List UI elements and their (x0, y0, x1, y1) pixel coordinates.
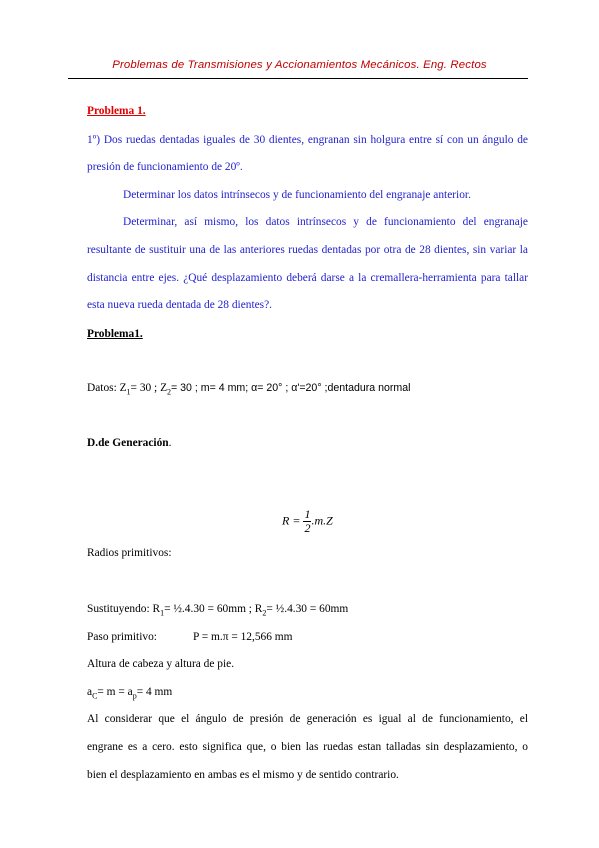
formula-numerator: 1 (304, 507, 311, 521)
formula-rhs: .m.Z (311, 513, 333, 528)
statement-line-6: distancia entre ejes. ¿Qué desplazamiento deberá darse a la cremallera-herramienta para tallar (87, 272, 528, 284)
sust-b: = ½.4.30 = 60mm ; R (164, 603, 263, 615)
datos-z1-sub: 1 (126, 387, 131, 397)
sust-s2: 2 (262, 608, 267, 618)
page-header: Problemas de Transmisiones y Accionamientos Mecánicos. Eng. Rectos (112, 59, 487, 71)
paragraph-line-2: engrane es a cero. esto significa que, o bien las ruedas estan talladas sin desplazamiento, o (87, 741, 528, 753)
statement-line-4: Determinar, así mismo, los datos intrínsecos y de funcionamiento del engranaje (123, 216, 528, 228)
alt-s1: C (92, 691, 98, 701)
generacion-title: D.de Generación (87, 437, 169, 449)
datos-z2-sub: 2 (167, 387, 172, 397)
paragraph-line-1: Al considerar que el ángulo de presión de generación es igual al de funcionamiento, el (87, 713, 528, 725)
alt-s2: p (132, 691, 137, 701)
statement-line-7: esta nueva rueda dentada de 28 dientes?. (87, 299, 273, 311)
alt-b: = m = a (97, 686, 133, 698)
radius-formula (282, 508, 333, 535)
paso-label: Paso primitivo: (87, 631, 157, 643)
datos-line (87, 382, 410, 396)
solution-title: Problema1. (87, 328, 143, 340)
problem-title: Problema 1. (87, 105, 146, 117)
header-rule (68, 78, 528, 79)
formula-lhs: R = (282, 513, 301, 528)
datos-z1-val: = 30 ; Z (130, 382, 168, 394)
sust-s1: 1 (160, 608, 165, 618)
datos-label: Datos: Z (87, 382, 127, 394)
statement-line-1: 1º) Dos ruedas dentadas iguales de 30 dientes, engranan sin holgura entre sí con un ángulo de (87, 134, 528, 146)
sust-a: Sustituyendo: R (87, 603, 161, 615)
datos-rest: = 30 ; m= 4 mm; α= 20° ; α'=20° ;dentadura normal (171, 382, 411, 394)
paragraph-line-3: bien el desplazamiento en ambas es el mismo y de sentido contrario. (87, 769, 399, 781)
generacion-line (87, 437, 171, 449)
altura-title: Altura de cabeza y altura de pie. (87, 658, 235, 670)
statement-line-5: resultante de sustituir una de las anteriores ruedas dentadas por otra de 28 dientes, sin variar la (87, 244, 528, 256)
statement-line-3: Determinar los datos intrínsecos y de funcionamiento del engranaje anterior. (123, 189, 471, 201)
alt-c: = 4 mm (136, 686, 173, 698)
generacion-dot: . (168, 437, 172, 449)
sustituyendo-line (87, 603, 348, 617)
formula-denominator: 2 (304, 521, 311, 535)
altura-line (87, 686, 172, 700)
radios-title: Radios primitivos: (87, 547, 172, 559)
alt-a: a (87, 686, 93, 698)
statement-line-2: presión de funcionamiento de 20º. (87, 161, 243, 173)
paso-value: P = m.π = 12,566 mm (193, 631, 293, 643)
sust-c: = ½.4.30 = 60mm (266, 603, 349, 615)
